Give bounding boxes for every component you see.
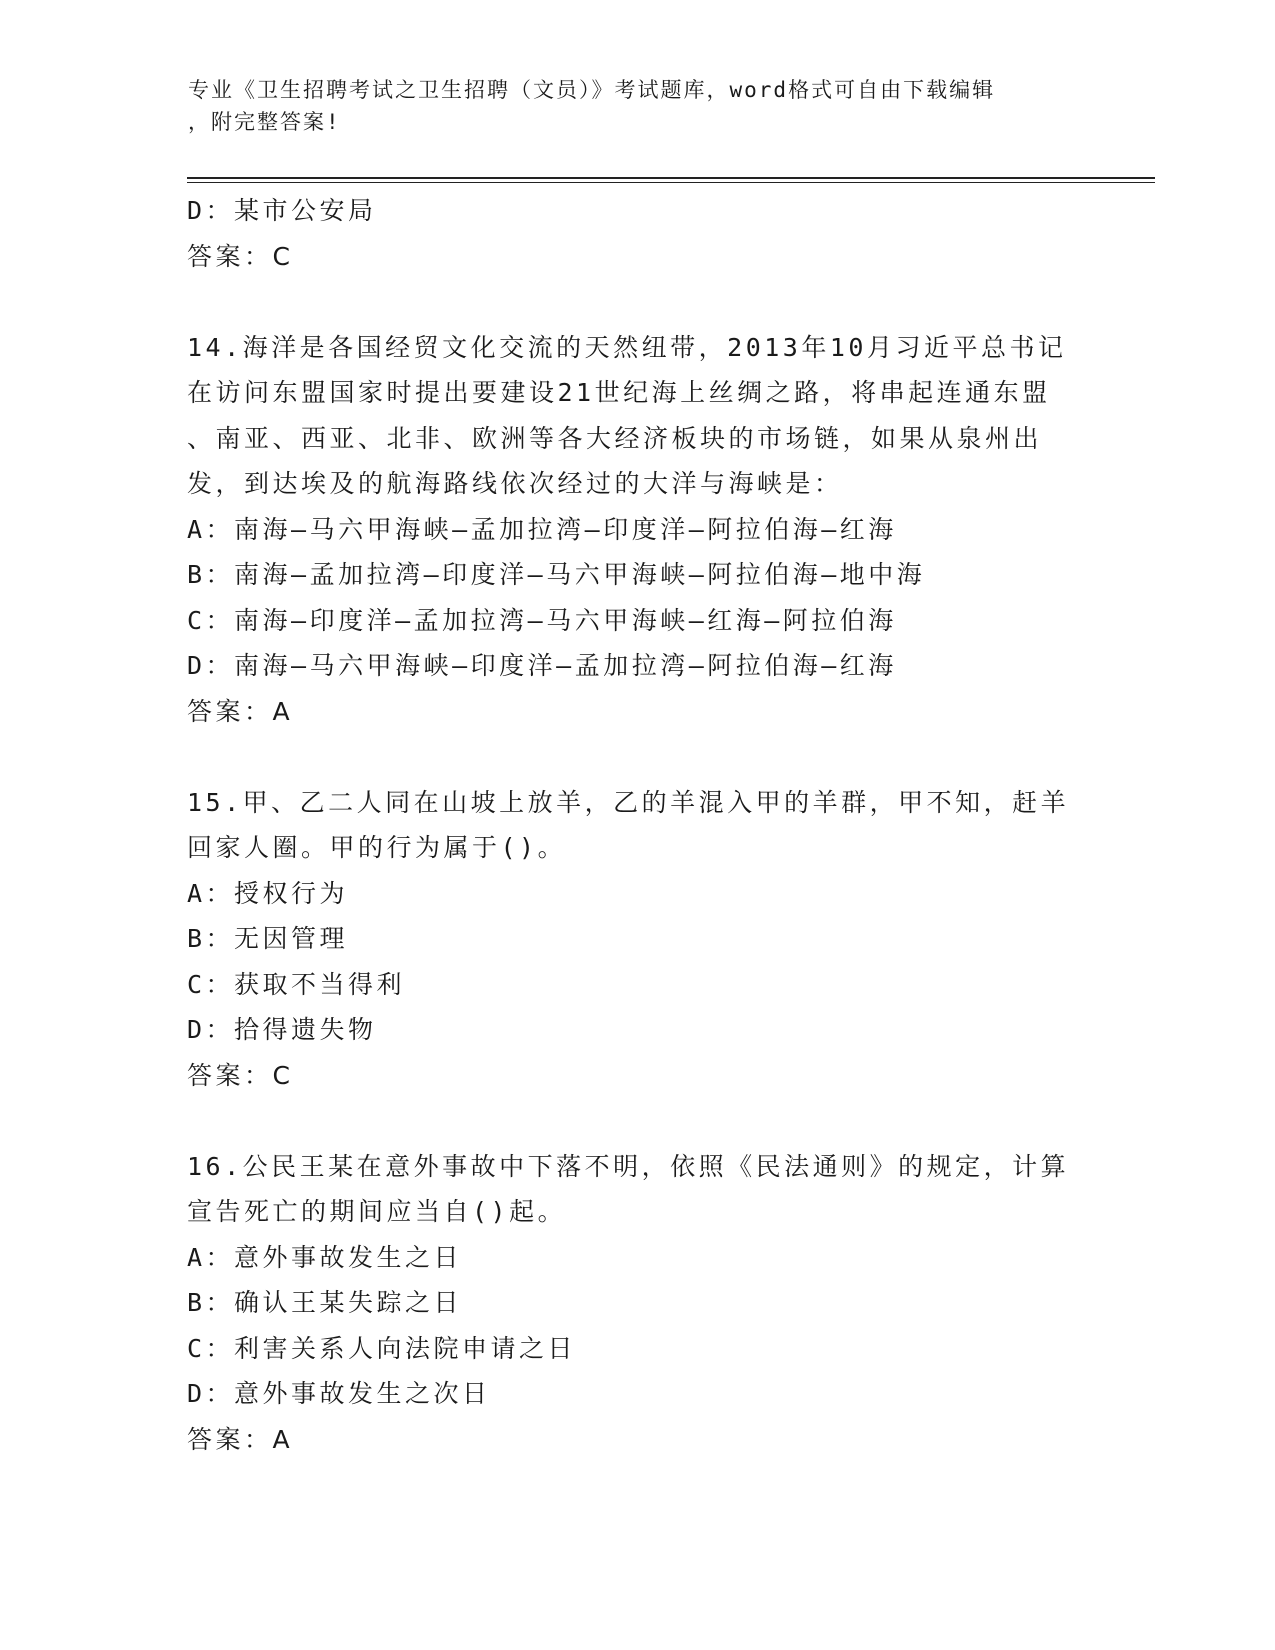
option-d: D：拾得遗失物: [187, 1015, 377, 1044]
header-line-1: 专业《卫生招聘考试之卫生招聘（文员）》考试题库，word格式可自由下载编辑: [188, 78, 996, 102]
option-d: D：南海—马六甲海峡—印度洋—孟加拉湾—阿拉伯海—红海: [187, 651, 897, 680]
header-divider-thick: [187, 177, 1155, 179]
question-14: [187, 325, 1087, 735]
question-text-line: 14.海洋是各国经贸文化交流的天然纽带，2013年10月习近平总书记: [187, 332, 1067, 362]
option-d: D：意外事故发生之次日: [187, 1379, 491, 1408]
question-text-line: 回家人圈。甲的行为属于()。: [187, 833, 567, 862]
option-b: B：南海—孟加拉湾—印度洋—马六甲海峡—阿拉伯海—地中海: [187, 560, 926, 589]
question-text-line: 宣告死亡的期间应当自()起。: [187, 1197, 567, 1226]
header-line-2: ，附完整答案!: [188, 110, 341, 134]
answer-line: 答案：A: [187, 696, 294, 726]
answer-line: 答案：C: [187, 1060, 294, 1090]
question-15: [187, 780, 1087, 1099]
question-text: [187, 780, 1087, 871]
option-a: A：授权行为: [187, 878, 349, 908]
option-b: B：无因管理: [187, 924, 349, 953]
document-header: [188, 74, 1088, 138]
option-d: D：某市公安局: [187, 196, 377, 225]
question-text-line: 、南亚、西亚、北非、欧洲等各大经济板块的市场链，如果从泉州出: [187, 423, 1043, 453]
spacer: [187, 734, 1087, 780]
question-13-tail: [187, 188, 1087, 279]
question-text-line: 在访问东盟国家时提出要建设21世纪海上丝绸之路，将串起连通东盟: [187, 378, 1051, 407]
option-a: A：意外事故发生之日: [187, 1242, 463, 1272]
header-divider-thin: [187, 182, 1155, 183]
spacer: [187, 279, 1087, 325]
answer-line: 答案：C: [187, 241, 294, 271]
question-text: [187, 325, 1087, 507]
option-c: C：获取不当得利: [187, 969, 406, 999]
option-c: C：利害关系人向法院申请之日: [187, 1333, 577, 1363]
question-16: [187, 1144, 1087, 1463]
question-text-line: 16.公民王某在意外事故中下落不明，依照《民法通则》的规定，计算: [187, 1151, 1070, 1181]
question-text-line: 发，到达埃及的航海路线依次经过的大洋与海峡是：: [187, 469, 843, 498]
option-a: A：南海—马六甲海峡—孟加拉湾—印度洋—阿拉伯海—红海: [187, 514, 897, 544]
option-c: C：南海—印度洋—孟加拉湾—马六甲海峡—红海—阿拉伯海: [187, 605, 897, 635]
option-b: B：确认王某失踪之日: [187, 1288, 463, 1317]
question-list: [187, 188, 1087, 1462]
answer-line: 答案：A: [187, 1424, 294, 1454]
question-text: [187, 1144, 1087, 1235]
question-text-line: 15.甲、乙二人同在山坡上放羊，乙的羊混入甲的羊群，甲不知，赶羊: [187, 787, 1070, 817]
spacer: [187, 1098, 1087, 1144]
